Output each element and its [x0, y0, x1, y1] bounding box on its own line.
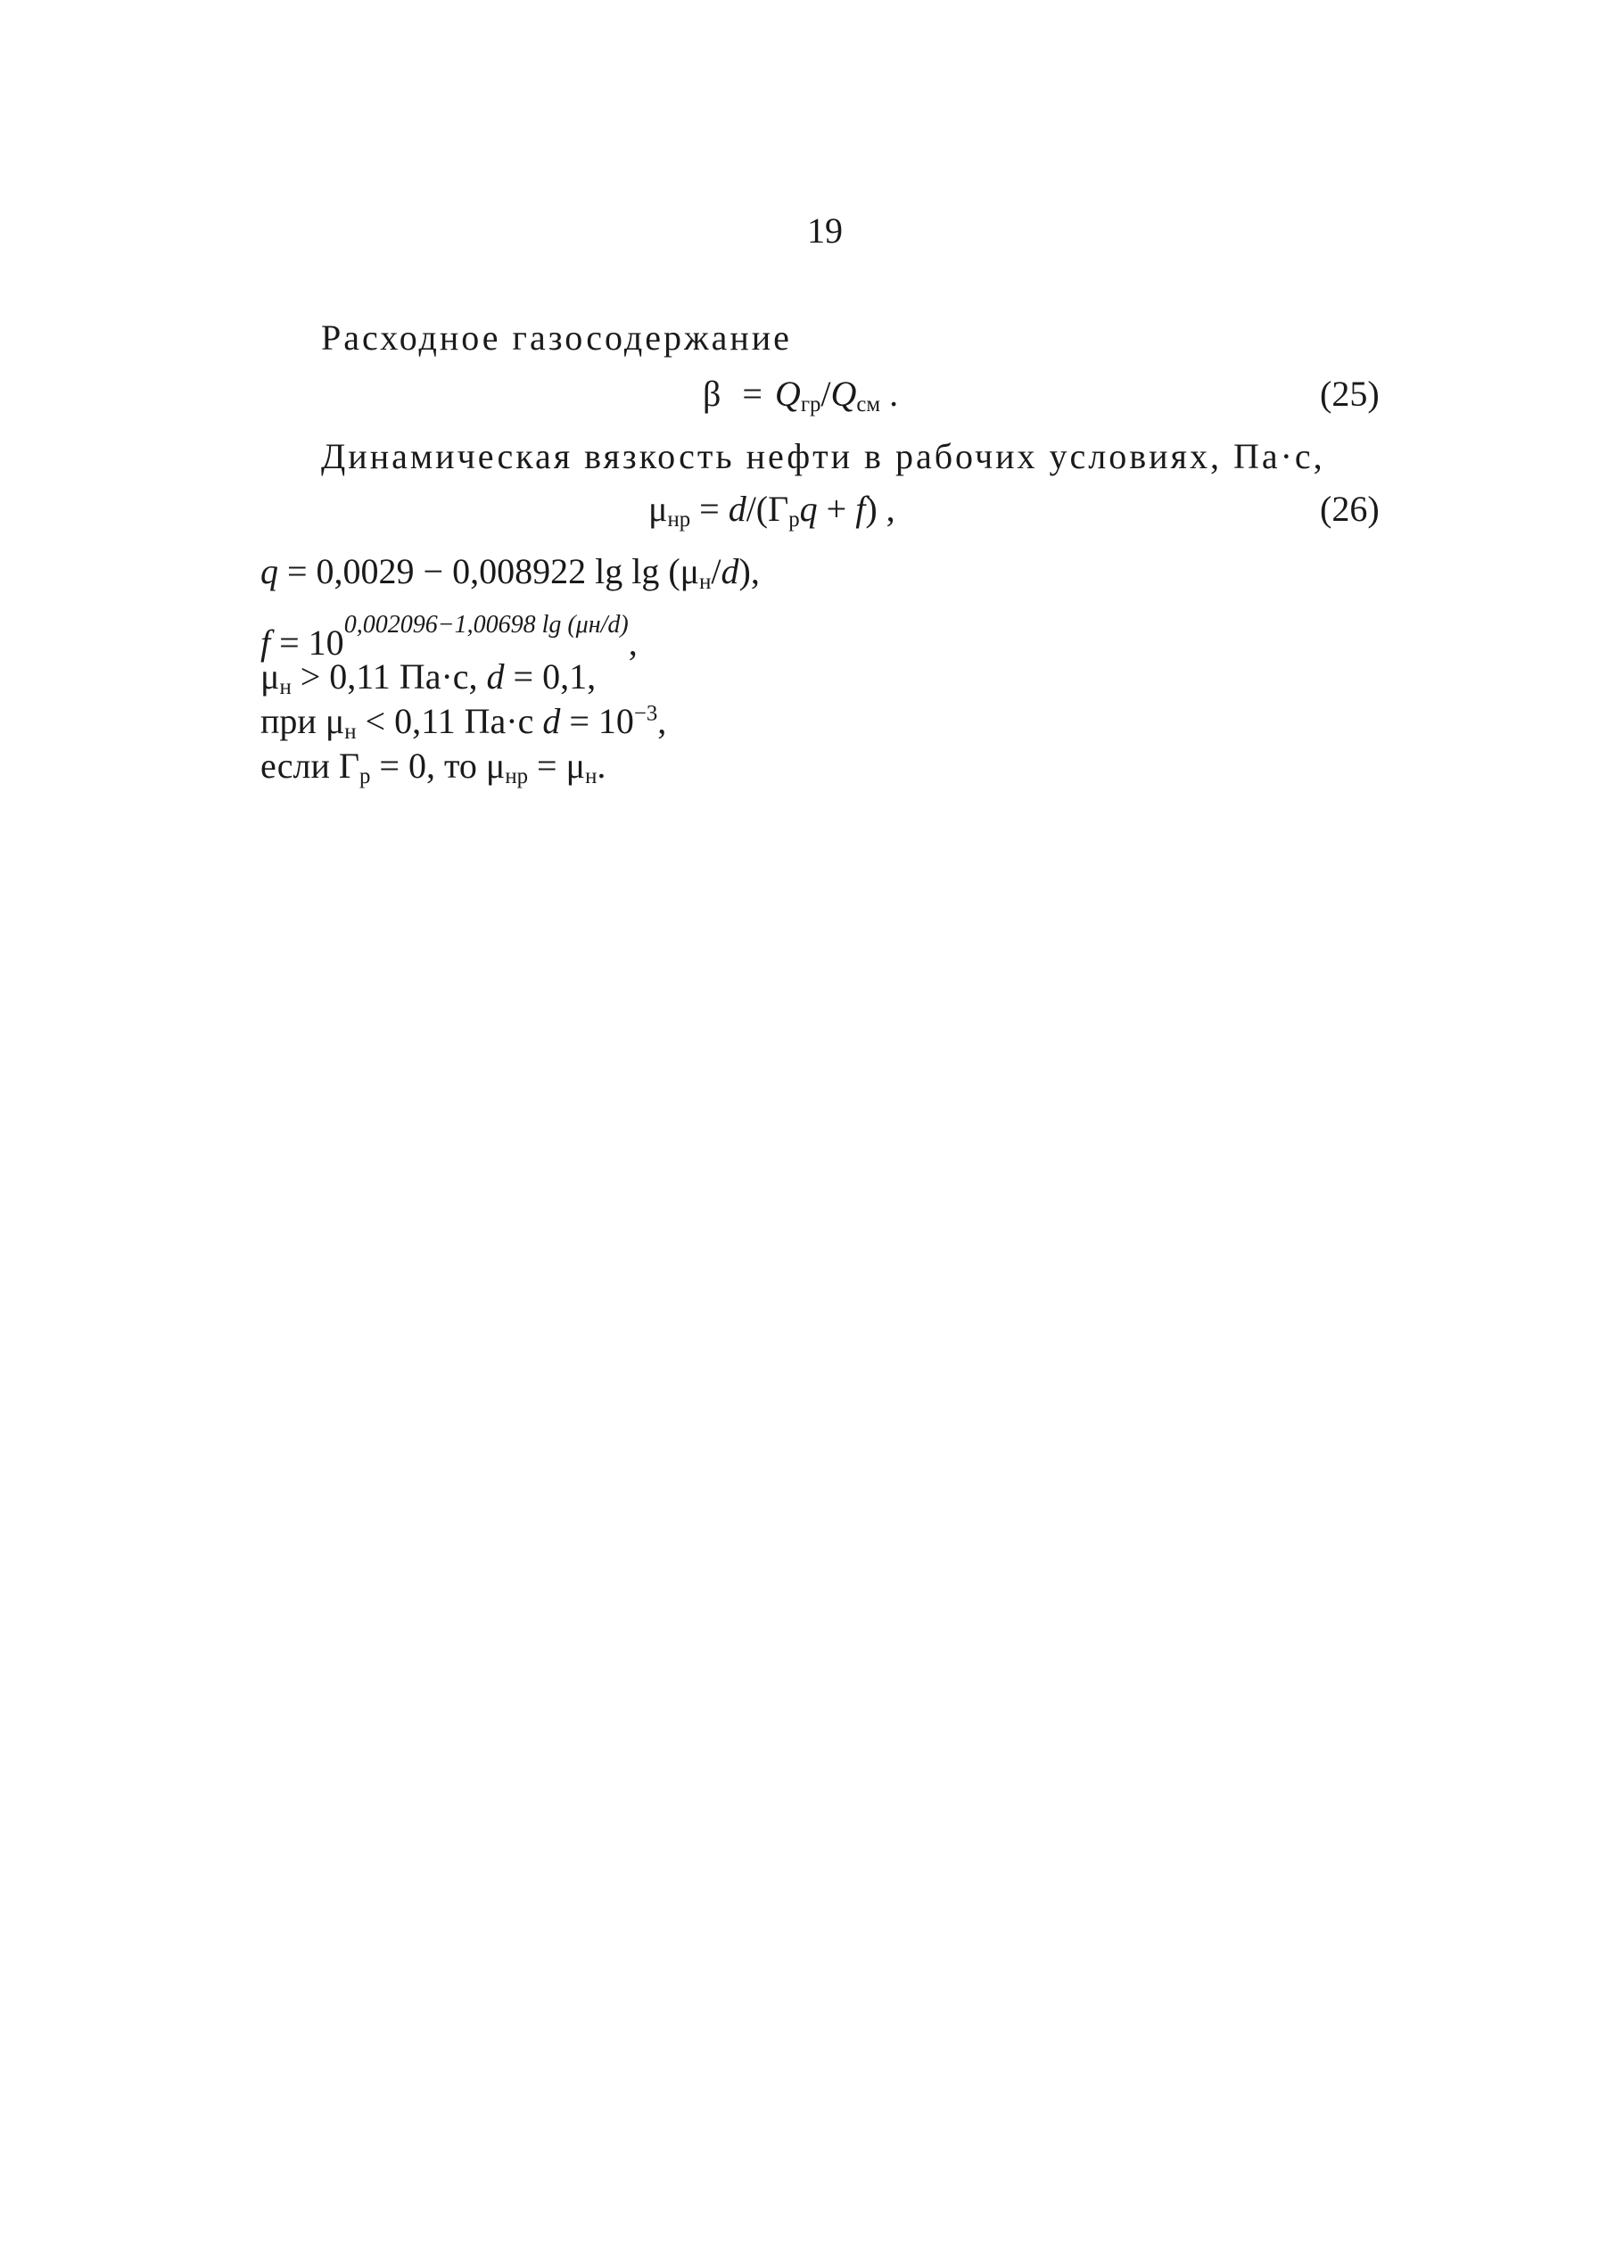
mu-subscript: н: [585, 764, 598, 789]
q-expression-end: ),: [738, 551, 760, 591]
f-exponent: 0,002096−1,00698 lg (μн/d): [343, 611, 629, 639]
pri-prefix: при μ: [260, 701, 345, 741]
equation-number-26: (26): [1320, 489, 1380, 529]
heading-gas-content: Расходное газосодержание: [321, 318, 792, 358]
gamma-subscript: р: [788, 507, 800, 532]
formula-25-tail: .: [880, 374, 899, 414]
formula-25: [703, 373, 898, 417]
equals-sign: =: [690, 489, 729, 529]
d-symbol: d: [728, 489, 746, 529]
q-mix-symbol: Q: [830, 374, 857, 414]
mu-symbol: μ: [260, 656, 280, 697]
q-mix-subscript: см: [856, 392, 881, 417]
mu-subscript: н: [279, 675, 292, 700]
esli-prefix: если Γ: [260, 746, 359, 786]
d-symbol: d: [486, 656, 505, 697]
plus-sign: +: [817, 489, 856, 529]
f-end: ,: [628, 623, 638, 664]
pri-middle: < 0,11 Па·с: [356, 701, 543, 741]
open-paren: /(Γ: [746, 489, 789, 529]
esli-equals: = μ: [528, 746, 586, 786]
mu-condition-text: > 0,11 Па·с,: [291, 656, 487, 697]
formula-26: [648, 488, 895, 532]
esli-end: .: [597, 746, 606, 786]
f-symbol: f: [260, 623, 271, 664]
f-base: = 10: [270, 623, 344, 664]
q-gas-symbol: Q: [774, 374, 801, 414]
gamma-subscript: р: [359, 764, 371, 789]
q-expression: = 0,0029 − 0,008922 lg lg (μ: [278, 551, 700, 591]
mu-condition: [260, 656, 596, 700]
mu-subscript: нр: [505, 764, 529, 789]
q-symbol: q: [799, 489, 818, 529]
slash: /: [820, 374, 831, 414]
d-symbol: d: [542, 701, 561, 741]
pri-exponent: −3: [633, 701, 658, 726]
close-paren: ) ,: [865, 489, 895, 529]
mu-condition-end: = 0,1,: [504, 656, 597, 697]
equals-sign: =: [742, 374, 763, 414]
pri-equals: = 10: [560, 701, 634, 741]
pri-end: ,: [657, 701, 667, 741]
beta-symbol: β: [703, 374, 721, 414]
q-definition: [260, 550, 760, 595]
page-number: 19: [807, 210, 843, 251]
pri-condition: [260, 700, 666, 745]
esli-middle: = 0, то μ: [370, 746, 506, 786]
f-symbol: f: [855, 489, 866, 529]
mu-symbol: μ: [648, 489, 668, 529]
q-symbol: q: [260, 551, 278, 591]
mu-subscript: н: [344, 720, 357, 745]
d-symbol: d: [721, 551, 739, 591]
esli-condition: [260, 745, 606, 789]
heading-dynamic-viscosity: Динамическая вязкость нефти в рабочих условиях, Па·с,: [321, 436, 1325, 476]
mu-subscript: н: [699, 570, 712, 595]
q-gas-subscript: гр: [800, 392, 821, 417]
slash: /: [711, 551, 721, 591]
equation-number-25: (25): [1320, 374, 1380, 414]
mu-subscript: нр: [667, 507, 691, 532]
